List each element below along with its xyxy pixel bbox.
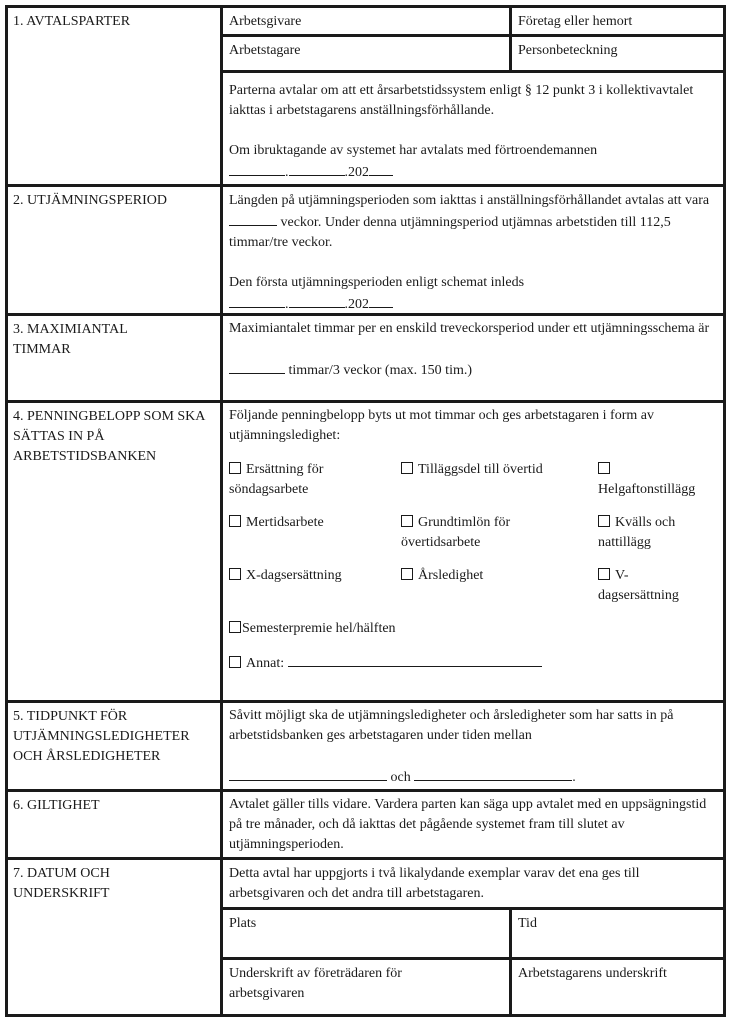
section-6-label: 6. GILTIGHET — [13, 798, 100, 813]
section-3-paragraph-1: Maximiantalet timmar per en enskild treveckorsperiod under ett utjämningsschema är — [229, 321, 710, 336]
place-label: Plats — [229, 916, 257, 931]
section-4-intro-text: Följande penningbelopp byts ut mot timmar och ges arbetstagaren i form av utjämningsledighet: — [229, 408, 654, 443]
section-2-paragraph-2: Den första utjämningsperioden enligt schemat inleds — [229, 275, 525, 290]
checkbox-icon[interactable] — [401, 515, 413, 527]
date-separator: . — [285, 297, 289, 312]
max-hours-text: timmar/3 veckor (max. 150 tim.) — [288, 363, 473, 378]
section-6-row — [8, 789, 723, 857]
person-id-label: Personbeteckning — [518, 43, 618, 58]
section-5-paragraph: Såvitt möjligt ska de utjämningsledigheter och årsledigheter som har satts in på arbetstidsbanken ges arbetstagaren under tiden mellan — [229, 708, 674, 743]
section-2-label: 2. UTJÄMNINGSPERIOD — [13, 193, 168, 208]
option-base-hourly-overtime[interactable]: Grundtimlön för övertidsarbete — [401, 515, 511, 550]
year-prefix: .202 — [344, 165, 369, 180]
employee-signature-label: Arbetstagarens underskrift — [518, 966, 667, 981]
month-blank[interactable] — [289, 161, 345, 176]
section-4-row — [8, 400, 723, 700]
section-2-content — [220, 187, 723, 313]
option-holiday-bonus[interactable]: Semesterpremie hel/hälften — [229, 619, 529, 639]
place-field[interactable] — [223, 910, 509, 957]
section-5-label: 5. TIDPUNKT FÖR UTJÄMNINGSLEDIGHETER OCH ÅRSLEDIGHETER — [13, 709, 190, 764]
period-text-b: veckor. Under denna utjämningsperiod utjämnas arbetstiden till 112,5 timmar/tre veckor. — [229, 215, 671, 250]
year-blank[interactable] — [369, 161, 393, 176]
option-annual-leave[interactable]: Årsledighet — [401, 566, 566, 586]
checkbox-icon[interactable] — [229, 568, 241, 580]
checkbox-icon[interactable] — [598, 515, 610, 527]
employer-signature-field[interactable] — [223, 960, 463, 1014]
section-4-intro — [223, 403, 723, 446]
option-other[interactable]: Annat: — [229, 652, 569, 674]
checkbox-icon[interactable] — [229, 621, 241, 633]
option-additional-work[interactable]: Mertidsarbete — [229, 513, 389, 533]
option-evening-night[interactable]: Kvälls och nattillägg — [598, 515, 676, 550]
section-7-text — [223, 860, 723, 904]
section-5-row — [8, 700, 723, 789]
other-blank[interactable] — [288, 652, 542, 667]
section-1-paragraph-2: Om ibruktagande av systemet har avtalats med förtroendemannen — [229, 143, 598, 158]
checkbox-icon[interactable] — [598, 568, 610, 580]
month-blank[interactable] — [289, 293, 345, 308]
section-7-row — [8, 857, 723, 1014]
year-blank[interactable] — [369, 293, 393, 308]
section-3-content — [220, 316, 723, 400]
checkbox-icon[interactable] — [401, 568, 413, 580]
section-7-paragraph: Detta avtal har uppgjorts i två likalydande exemplar varav det ena ges till arbetsgivaren och det andra till arbetstagaren. — [229, 866, 640, 901]
section-6-paragraph: Avtalet gäller tills vidare. Vardera parten kan säga upp avtalet med en uppsägningstid på tre månader, och då iakttas det pågående systemet fram till slutet av utjämningsperioden. — [229, 797, 707, 852]
year-prefix: .202 — [344, 297, 369, 312]
employee-signature-field[interactable] — [512, 960, 723, 1014]
option-v-day[interactable]: V-dagsersättning — [598, 568, 679, 603]
company-label: Företag eller hemort — [518, 14, 633, 29]
section-3-row — [8, 313, 723, 400]
section-4-label: 4. PENNINGBELOPP SOM SKA SÄTTAS IN PÅ ARBETSTIDSBANKEN — [13, 409, 205, 464]
day-blank[interactable] — [229, 293, 285, 308]
section-7-content — [220, 860, 723, 1014]
employee-label: Arbetstagare — [229, 43, 301, 58]
section-3-label: 3. MAXIMIANTAL TIMMAR — [13, 322, 128, 357]
section-3-paragraph-2 — [229, 359, 717, 381]
start-blank[interactable] — [229, 766, 387, 781]
option-x-day[interactable]: X-dagsersättning — [229, 566, 394, 586]
employee-field[interactable] — [223, 37, 512, 70]
section-1-content — [220, 8, 723, 184]
option-sunday-work[interactable]: Ersättning för söndagsarbete — [229, 462, 324, 497]
section-3-text — [223, 316, 723, 381]
day-blank[interactable] — [229, 161, 285, 176]
section-1-label: 1. AVTALSPARTER — [13, 14, 131, 29]
section-7-label: 7. DATUM OCH UNDERSKRIFT — [13, 866, 110, 901]
section-5-period: och . — [229, 766, 717, 788]
time-field[interactable] — [512, 910, 723, 957]
section-6-content — [220, 792, 723, 857]
section-1-row — [8, 8, 723, 184]
end-blank[interactable] — [414, 766, 572, 781]
checkbox-icon[interactable] — [229, 656, 241, 668]
period-text-a: Längden på utjämningsperioden som iakttas i anställningsförhållandet avtalas att vara — [229, 193, 710, 208]
section-5-content — [220, 703, 723, 789]
employer-field[interactable] — [223, 8, 512, 37]
option-holiday-eve[interactable]: Helgaftonstillägg — [598, 460, 723, 500]
checkbox-icon[interactable] — [229, 515, 241, 527]
time-label: Tid — [518, 916, 537, 931]
section-2-row — [8, 184, 723, 313]
section-5-text — [223, 703, 723, 788]
section-1-text — [223, 73, 723, 183]
section-2-date — [229, 293, 717, 315]
section-1-date — [229, 161, 717, 183]
section-2-paragraph-1 — [229, 191, 717, 253]
company-field[interactable] — [512, 8, 723, 37]
checkbox-icon[interactable] — [229, 462, 241, 474]
agreement-form — [5, 5, 726, 1017]
section-1-paragraph-1: Parterna avtalar om att ett årsarbetstidssystem enligt § 12 punkt 3 i kollektivavtalet iakttas i arbetstagarens anställningsförhållande. — [229, 83, 694, 118]
checkbox-icon[interactable] — [401, 462, 413, 474]
section-6-text — [223, 792, 723, 855]
employer-label: Arbetsgivare — [229, 14, 302, 29]
weeks-blank[interactable] — [229, 211, 277, 226]
date-separator: . — [285, 165, 289, 180]
max-hours-blank[interactable] — [229, 359, 285, 374]
section-2-text — [223, 187, 723, 315]
section-4-content — [220, 403, 723, 700]
option-overtime-supplement[interactable]: Tilläggsdel till övertid — [401, 460, 586, 480]
checkbox-icon[interactable] — [598, 462, 610, 474]
employer-signature-label: Underskrift av företrädaren för arbetsgivaren — [229, 966, 402, 1001]
person-id-field[interactable] — [512, 37, 723, 70]
